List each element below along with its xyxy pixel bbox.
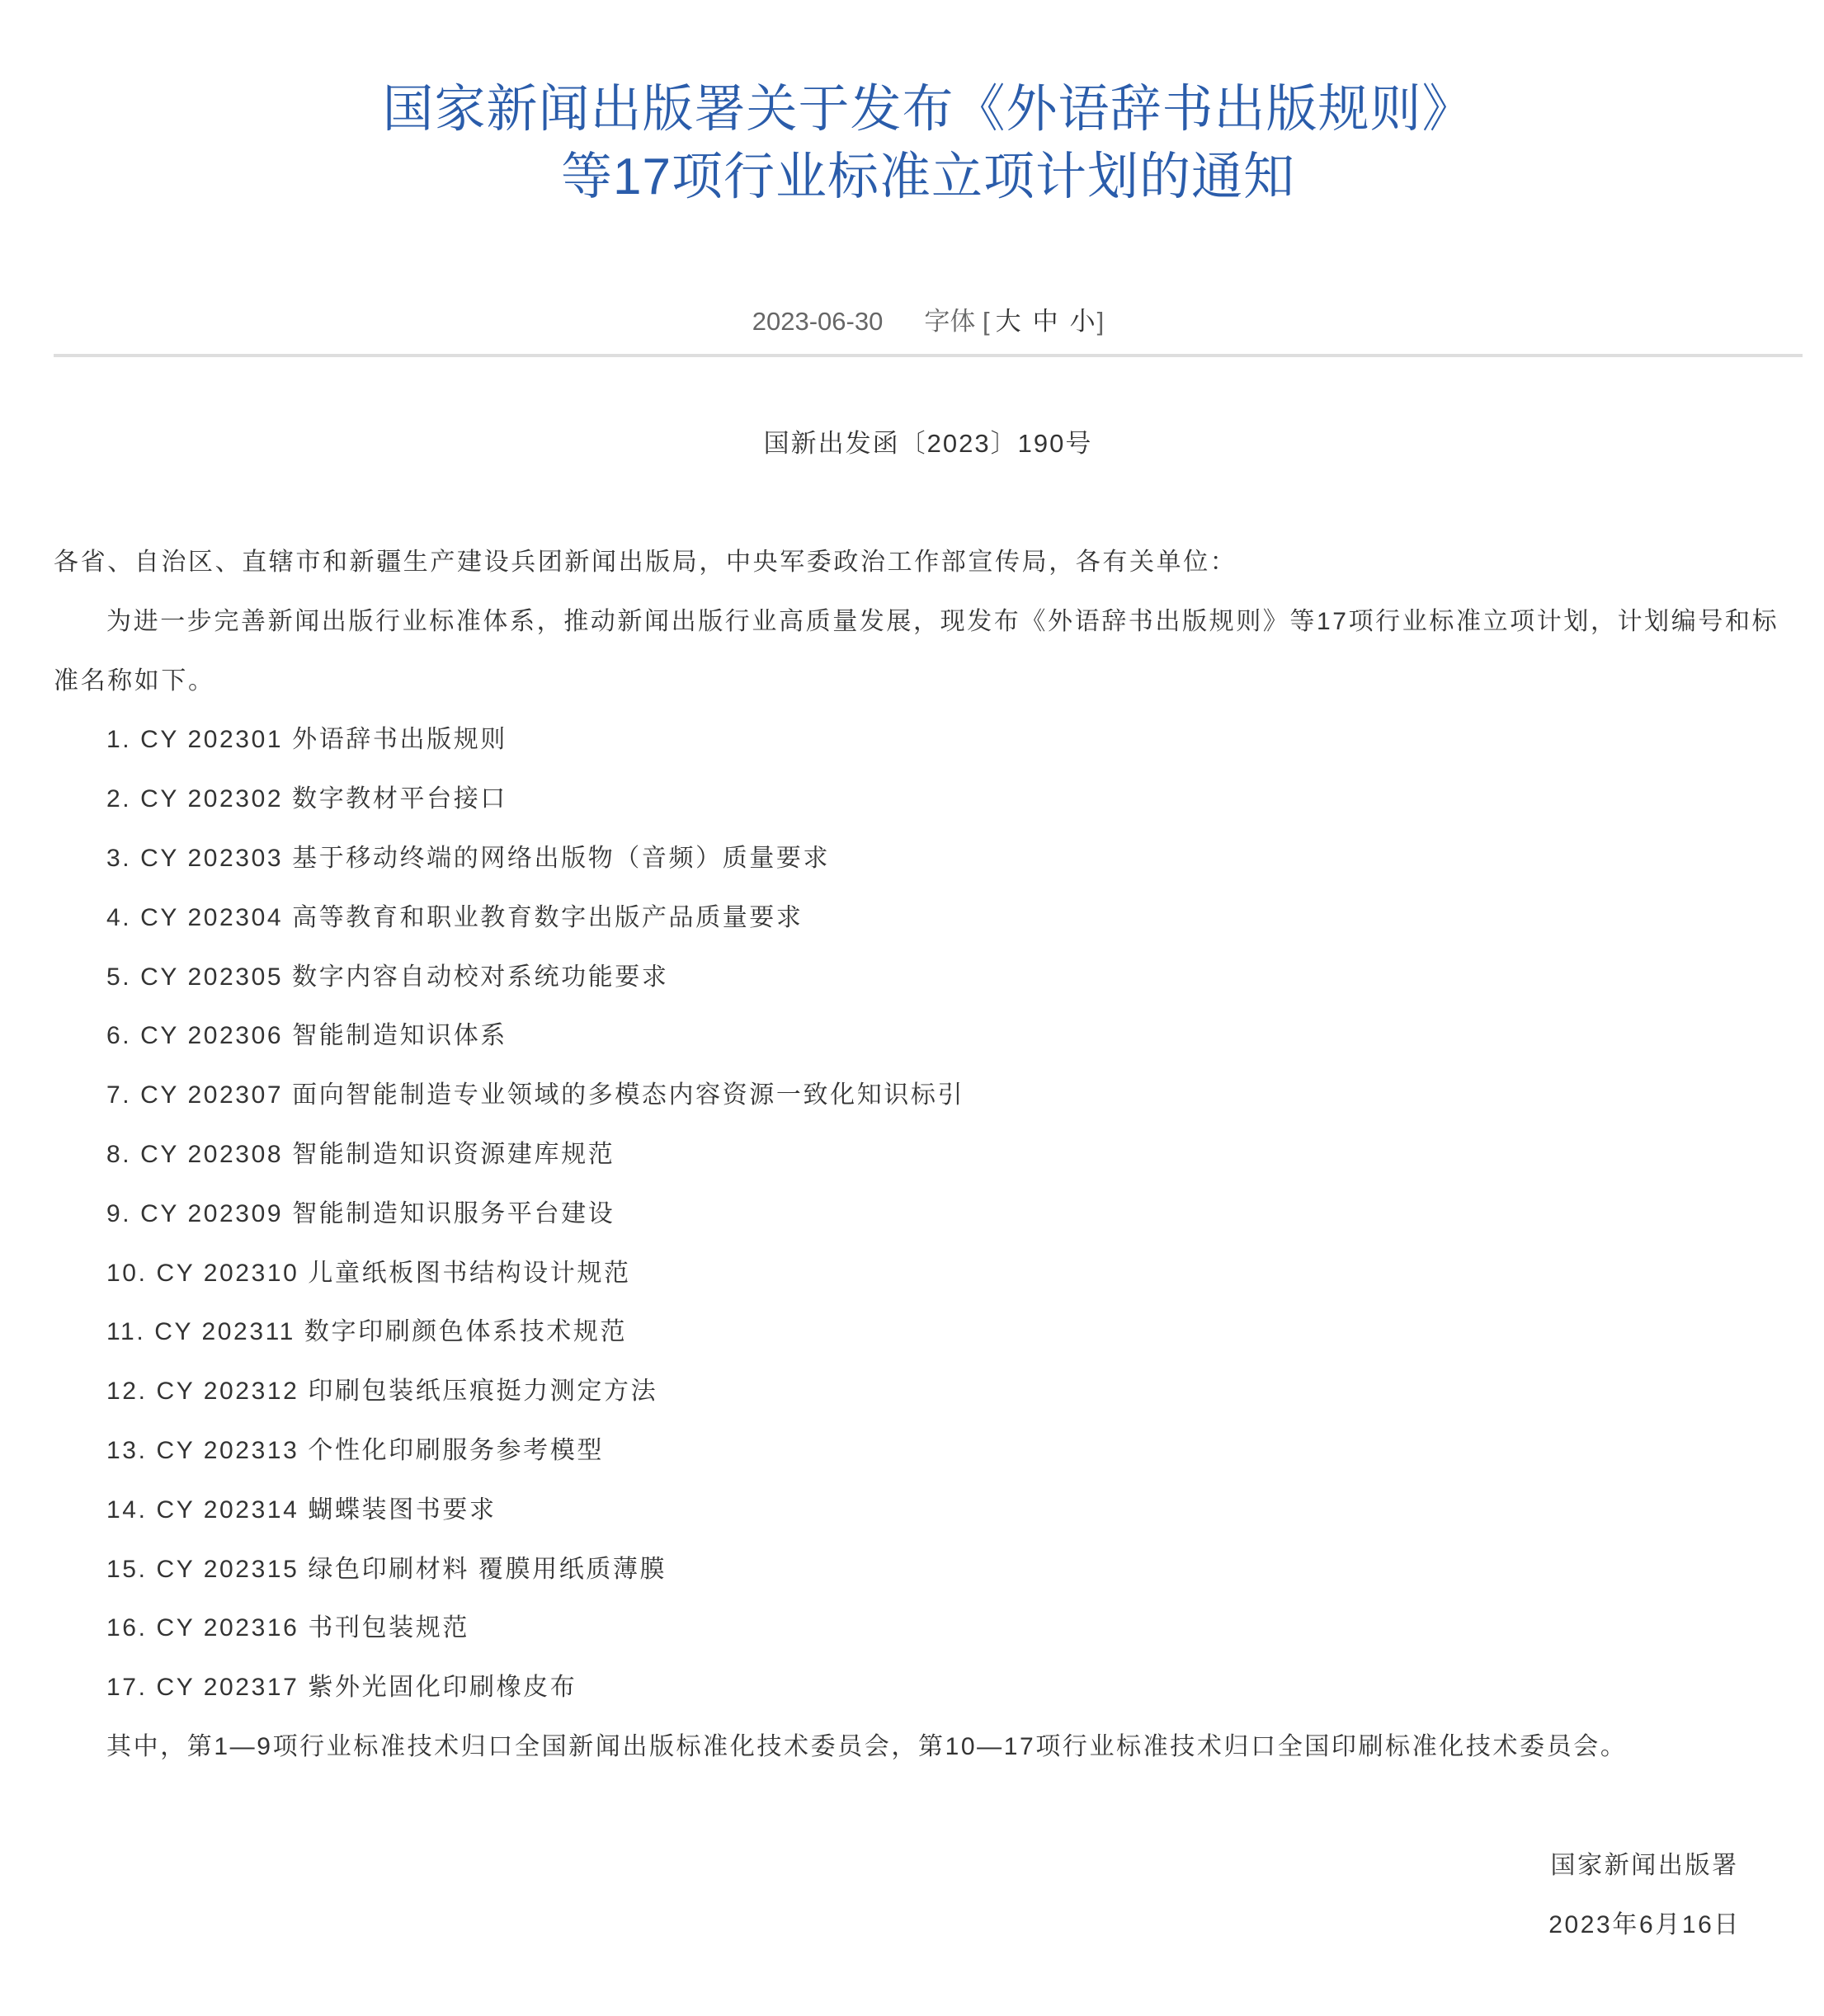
item-code: CY 202307: [140, 1081, 284, 1109]
item-number: 17.: [106, 1674, 148, 1702]
item-code: CY 202314: [156, 1496, 299, 1524]
list-item: [54, 1125, 1803, 1185]
font-size-large-button[interactable]: 大: [995, 307, 1021, 336]
list-item: [54, 1244, 1803, 1303]
item-name: 蝴蝶装图书要求: [308, 1496, 497, 1524]
item-number: 5.: [106, 963, 132, 991]
item-number: 14.: [106, 1496, 148, 1524]
list-item: [54, 710, 1803, 770]
item-code: CY 202308: [140, 1140, 284, 1168]
item-name: 印刷包装纸压痕挺力测定方法: [308, 1378, 658, 1406]
item-code: CY 202301: [140, 726, 284, 754]
item-name: 数字内容自动校对系统功能要求: [292, 963, 669, 991]
item-number: 2.: [106, 785, 132, 813]
publish-date: 2023-06-30: [752, 307, 884, 336]
item-code: CY 202302: [140, 785, 284, 813]
list-item: [54, 829, 1803, 888]
font-size-medium-button[interactable]: 中: [1032, 307, 1058, 336]
item-name: 智能制造知识服务平台建设: [292, 1199, 615, 1227]
item-number: 4.: [106, 903, 132, 931]
item-name: 智能制造知识资源建库规范: [292, 1140, 615, 1168]
document-number: 国新出发函〔2023〕190号: [763, 429, 1093, 458]
item-code: CY 202317: [156, 1674, 299, 1702]
item-code: CY 202304: [140, 903, 284, 931]
list-item: [54, 888, 1803, 948]
item-name: 紫外光固化印刷橡皮布: [308, 1674, 577, 1702]
item-name: 儿童纸板图书结构设计规范: [308, 1259, 631, 1287]
item-code: CY 202313: [156, 1436, 299, 1464]
font-size-label: 字体: [924, 307, 976, 336]
list-item: [54, 770, 1803, 829]
article-meta: [54, 304, 1803, 340]
item-number: 13.: [106, 1436, 148, 1464]
article-title-line-1: 国家新闻出版署关于发布《外语辞书出版规则》: [382, 81, 1474, 138]
list-item: [54, 1421, 1803, 1481]
item-name: 基于移动终端的网络出版物（音频）质量要求: [292, 844, 831, 872]
item-number: 7.: [106, 1081, 132, 1109]
item-name: 绿色印刷材料 覆膜用纸质薄膜: [308, 1555, 667, 1583]
list-item: [54, 1599, 1803, 1658]
item-name: 数字印刷颜色体系技术规范: [304, 1318, 628, 1346]
item-number: 12.: [106, 1378, 148, 1406]
list-item: [54, 1481, 1803, 1540]
list-item: [54, 1066, 1803, 1125]
list-item: [54, 1006, 1803, 1066]
list-item: [54, 1302, 1803, 1362]
intro-paragraph: 为进一步完善新闻出版行业标准体系，推动新闻出版行业高质量发展，现发布《外语辞书出版规则》等17项行业标准立项计划，计划编号和标准名称如下。: [54, 607, 1779, 695]
item-name: 外语辞书出版规则: [292, 726, 507, 754]
signature-organization: 国家新闻出版署: [1550, 1852, 1739, 1879]
item-code: CY 202311: [154, 1318, 295, 1346]
item-code: CY 202305: [140, 963, 284, 991]
font-size-small-button[interactable]: 小: [1069, 307, 1096, 336]
item-code: CY 202303: [140, 844, 284, 872]
list-item: [54, 1658, 1803, 1717]
item-name: 面向智能制造专业领域的多模态内容资源一致化知识标引: [292, 1081, 965, 1109]
item-number: 15.: [106, 1555, 148, 1583]
list-item: [54, 1362, 1803, 1421]
font-size-bracket-close: ]: [1096, 307, 1105, 336]
article-title-line-2: 等17项行业标准立项计划的通知: [561, 148, 1295, 205]
standards-list: [54, 710, 1803, 1717]
item-number: 8.: [106, 1140, 132, 1168]
item-code: CY 202315: [156, 1555, 299, 1583]
item-name: 个性化印刷服务参考模型: [308, 1436, 604, 1464]
salutation: 各省、自治区、直辖市和新疆生产建设兵团新闻出版局，中央军委政治工作部宣传局，各有关单位：: [54, 549, 1237, 576]
item-number: 3.: [106, 844, 132, 872]
signature-date: 2023年6月16日: [1548, 1911, 1741, 1938]
header-divider: [54, 354, 1803, 357]
item-code: CY 202316: [156, 1614, 299, 1642]
item-number: 9.: [106, 1199, 132, 1227]
article-title: [54, 76, 1803, 211]
list-item: [54, 1185, 1803, 1244]
item-number: 1.: [106, 726, 132, 754]
closing-paragraph: 其中，第1—9项行业标准技术归口全国新闻出版标准化技术委员会，第10—17项行业标准技术归口全国印刷标准化技术委员会。: [106, 1732, 1628, 1760]
item-number: 10.: [106, 1259, 148, 1287]
item-code: CY 202309: [140, 1199, 284, 1227]
list-item: [54, 948, 1803, 1007]
item-number: 11.: [106, 1318, 146, 1346]
item-name: 高等教育和职业教育数字出版产品质量要求: [292, 903, 804, 931]
list-item: [54, 1540, 1803, 1599]
item-name: 智能制造知识体系: [292, 1022, 507, 1050]
item-code: CY 202312: [156, 1378, 299, 1406]
item-name: 数字教材平台接口: [292, 785, 507, 813]
article-body: [54, 533, 1803, 1777]
font-size-bracket-open: [: [982, 307, 990, 336]
item-code: CY 202310: [156, 1259, 299, 1287]
item-number: 16.: [106, 1614, 148, 1642]
item-number: 6.: [106, 1022, 132, 1050]
signature-block: [1548, 1836, 1741, 1955]
item-name: 书刊包装规范: [308, 1614, 469, 1642]
item-code: CY 202306: [140, 1022, 284, 1050]
